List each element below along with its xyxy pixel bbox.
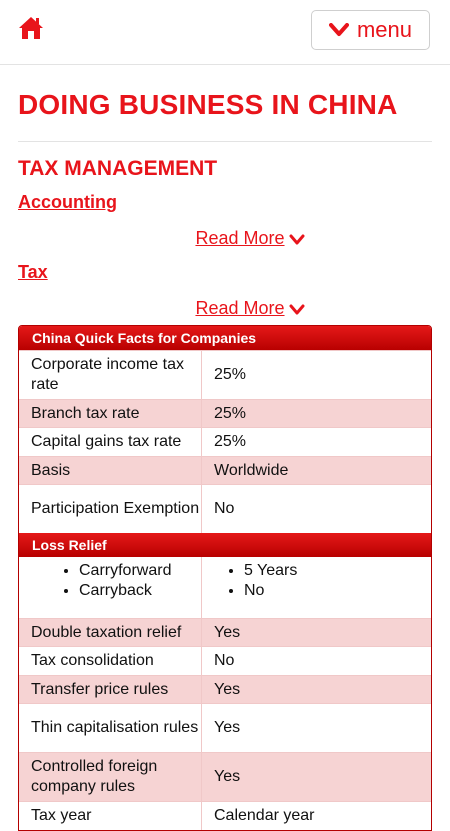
section-title: TAX MANAGEMENT (18, 157, 218, 180)
loss-relief-values (202, 557, 431, 618)
read-more-label: Read More (195, 298, 285, 318)
loss-relief-header: Loss Relief (19, 533, 431, 557)
page-title: DOING BUSINESS IN CHINA (18, 65, 432, 142)
row-label: Controlled foreign company rules (19, 753, 202, 801)
chevron-down-icon (329, 23, 349, 37)
row-label: Tax year (19, 802, 202, 830)
read-more-label: Read More (195, 228, 285, 248)
row-label: Tax consolidation (19, 647, 202, 675)
chevron-down-icon (289, 304, 305, 315)
row-value: Yes (214, 623, 241, 641)
read-more-tax[interactable] (18, 296, 432, 320)
main-content (0, 65, 450, 831)
table-row (19, 427, 431, 456)
read-more-accounting[interactable] (18, 226, 432, 250)
row-label: Corporate income tax rate (19, 351, 202, 399)
row-value: No (214, 500, 235, 517)
table-row (19, 456, 431, 484)
top-bar (0, 0, 450, 65)
row-value: Yes (214, 719, 241, 736)
row-value: Calendar year (214, 807, 315, 824)
table-row (19, 675, 431, 703)
table-row (19, 703, 431, 752)
row-label: Participation Exemption (19, 485, 202, 533)
home-icon[interactable] (18, 16, 44, 40)
list-item: • Carryforward (79, 561, 171, 581)
row-value: 25% (214, 404, 247, 422)
list-item: • Carryback (79, 581, 171, 601)
row-label: Capital gains tax rate (19, 428, 202, 456)
table-row (19, 399, 431, 427)
row-value: Yes (214, 768, 241, 785)
row-value: 25% (214, 366, 247, 383)
list-item: • 5 Years (244, 561, 297, 581)
row-value: 25% (214, 433, 247, 450)
table-row (19, 484, 431, 533)
table-row (19, 618, 431, 646)
row-value: No (214, 652, 235, 669)
loss-relief-types (19, 557, 202, 618)
tax-link[interactable]: Tax (18, 262, 48, 282)
facts-table (18, 325, 432, 831)
row-label: Double taxation relief (19, 619, 202, 646)
chevron-down-icon (289, 234, 305, 245)
row-label: Transfer price rules (19, 676, 202, 703)
loss-relief-row (19, 557, 431, 618)
row-value: Worldwide (214, 461, 289, 479)
menu-label: menu (356, 17, 413, 42)
row-label: Branch tax rate (19, 400, 202, 427)
facts-table-header: China Quick Facts for Companies (19, 326, 431, 350)
menu-button[interactable] (311, 10, 430, 50)
table-row (19, 646, 431, 675)
table-row (19, 801, 431, 830)
table-row (19, 350, 431, 399)
row-label: Thin capitalisation rules (19, 704, 202, 752)
list-item: • No (244, 581, 297, 601)
accounting-link[interactable]: Accounting (18, 192, 117, 212)
row-label: Basis (19, 457, 202, 484)
table-row (19, 752, 431, 801)
row-value: Yes (214, 680, 241, 698)
